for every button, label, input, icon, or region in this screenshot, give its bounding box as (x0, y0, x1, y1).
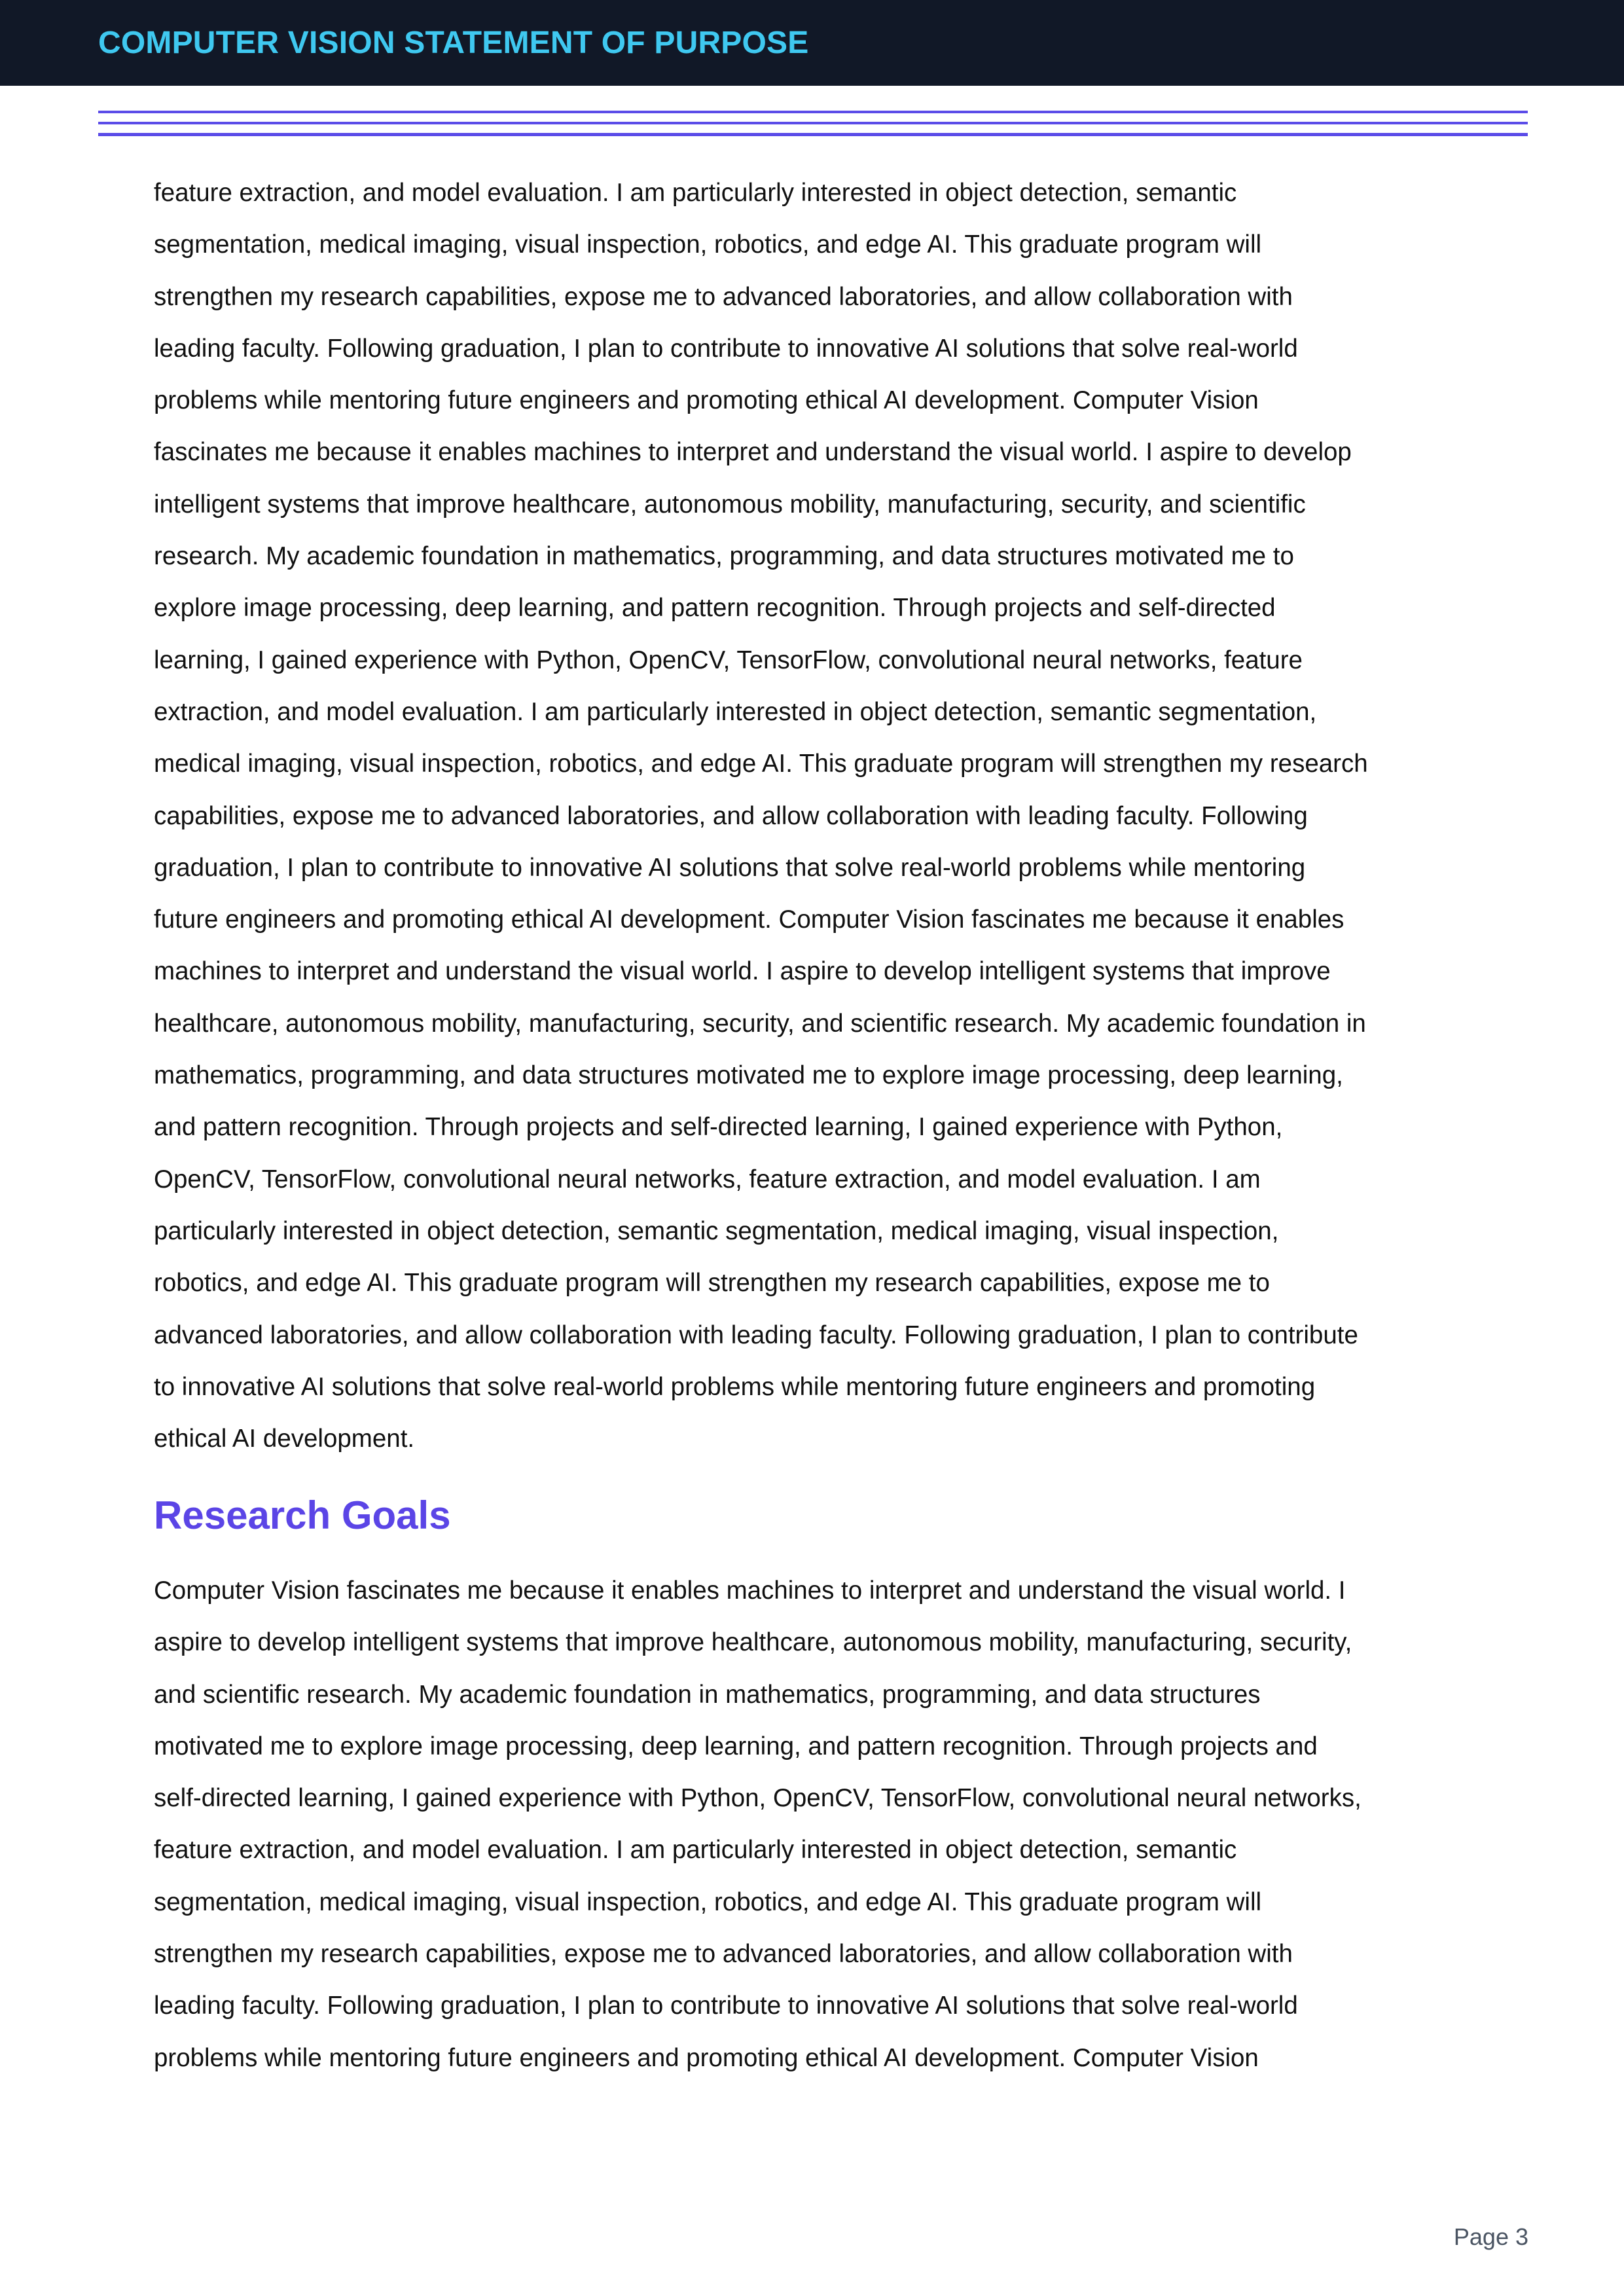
header-bar (0, 0, 1624, 86)
header-divider-line (98, 122, 1528, 124)
section-heading-research-goals: Research Goals (154, 1493, 451, 1537)
document-title: COMPUTER VISION STATEMENT OF PURPOSE (98, 26, 809, 60)
header-divider-line (98, 111, 1528, 113)
body-paragraph: feature extraction, and model evaluation. I am particularly interested in object detection, semantic segmentation, medical imaging, visual inspection, robotics, and edge AI. This graduate program will strengthen my research capabilities, expose me to advanced laboratories, and allow collaboration with leading faculty. Following graduation, I plan to contribute to innovative AI solutions that solve real-world problems while mentoring future engineers and promoting ethical AI development. Computer Vision fascinates me because it enables machines to interpret and understand the visual world. I aspire to develop intelligent systems that improve healthcare, autonomous mobility, manufacturing, security, and scientific research. My academic foundation in mathematics, programming, and data structures motivated me to explore image processing, deep learning, and pattern recognition. Through projects and self-directed learning, I gained experience with Python, OpenCV, TensorFlow, convolutional neural networks, feature extraction, and model evaluation. I am particularly interested in object detection, semantic segmentation, medical imaging, visual inspection, robotics, and edge AI. This graduate program will strengthen my research capabilities, expose me to advanced laboratories, and allow collaboration with leading faculty. Following graduation, I plan to contribute to innovative AI solutions that solve real-world problems while mentoring future engineers and promoting ethical AI development. Computer Vision fascinates me because it enables machines to interpret and understand the visual world. I aspire to develop intelligent systems that improve healthcare, autonomous mobility, manufacturing, security, and scientific research. My academic foundation in mathematics, programming, and data structures motivated me to explore image processing, deep learning, and pattern recognition. Through projects and self-directed learning, I gained experience with Python, OpenCV, TensorFlow, convolutional neural networks, feature extraction, and model evaluation. I am particularly interested in object detection, semantic segmentation, medical imaging, visual inspection, robotics, and edge AI. This graduate program will strengthen my research capabilities, expose me to advanced laboratories, and allow collaboration with leading faculty. Following graduation, I plan to contribute to innovative AI solutions that solve real-world problems while mentoring future engineers and promoting ethical AI development. (154, 179, 1368, 1453)
body-paragraph: Computer Vision fascinates me because it enables machines to interpret and understand the visual world. I aspire to develop intelligent systems that improve healthcare, autonomous mobility, manufacturing, security, and scientific research. My academic foundation in mathematics, programming, and data structures motivated me to explore image processing, deep learning, and pattern recognition. Through projects and self-directed learning, I gained experience with Python, OpenCV, TensorFlow, convolutional neural networks, feature extraction, and model evaluation. I am particularly interested in object detection, semantic segmentation, medical imaging, visual inspection, robotics, and edge AI. This graduate program will strengthen my research capabilities, expose me to advanced laboratories, and allow collaboration with leading faculty. Following graduation, I plan to contribute to innovative AI solutions that solve real-world problems while mentoring future engineers and promoting ethical AI development. Computer Vision (154, 1576, 1362, 2072)
header-divider-line (98, 133, 1528, 136)
page-number: Page 3 (1453, 2223, 1528, 2250)
